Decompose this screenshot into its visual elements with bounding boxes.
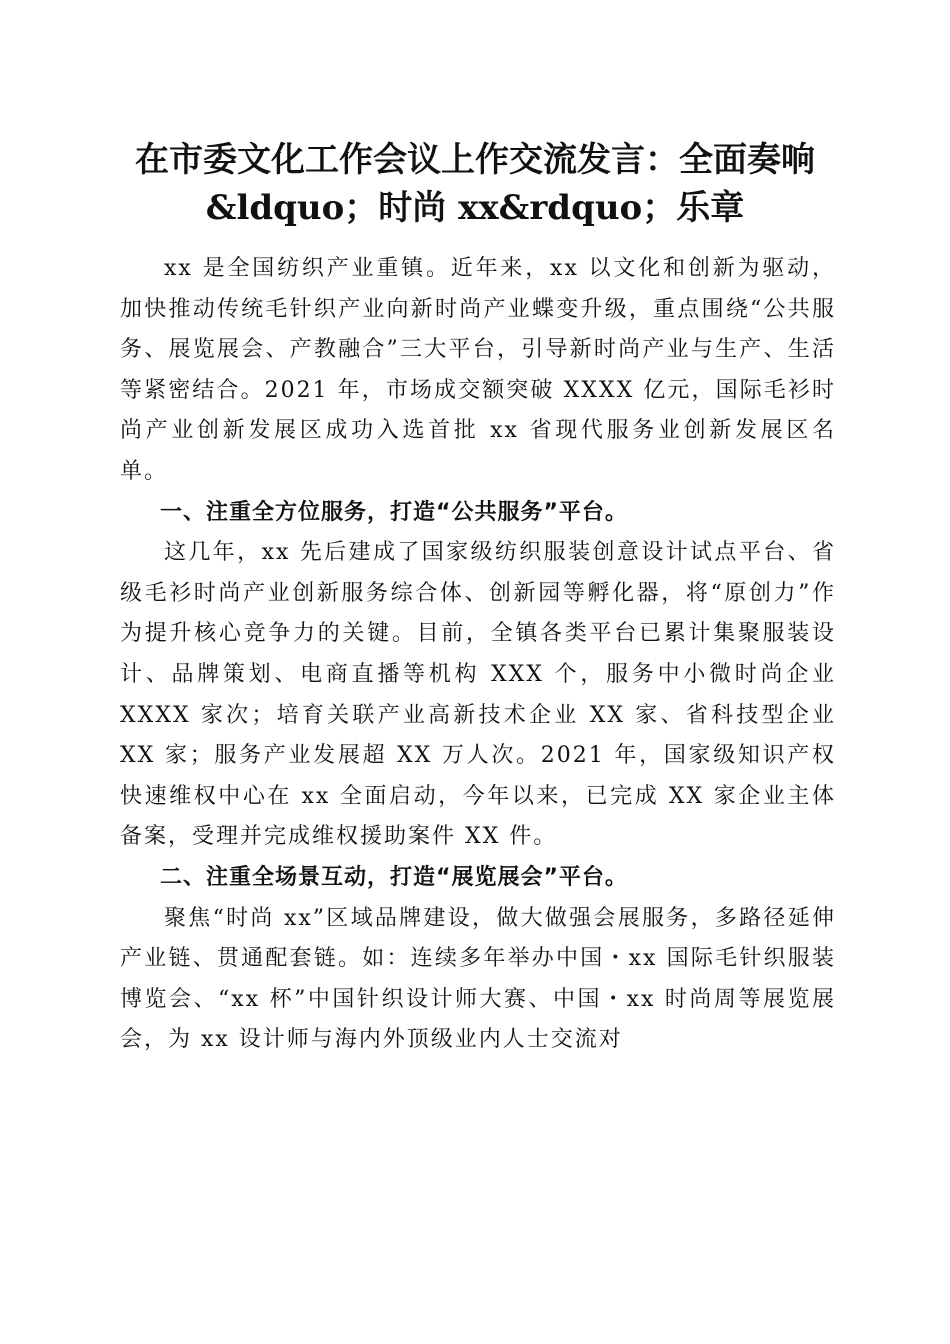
section-heading-1: 一、注重全方位服务，打造“公共服务”平台。 — [160, 499, 628, 525]
paragraph-section-1: 这几年，xx 先后建成了国家级纺织服装创意设计试点平台、省级毛衫时尚产业创新服务综合体、创新园等孵化器，将“原创力”作为提升核心竞争力的关键。目前，全镇各类平台已累计集聚服装设计、品牌策划、电商直播等机构 XXX 个，服务中小微时尚企业 XXXX 家次；培育关联产业高新技术企业 XX 家、省科技型企业 XX 家；服务产业发展超 XX 万人次。2021 年，国家级知识产权快速维权中心在 xx 全面启动，今年以来，已完成 XX 家企业主体备案，受理并完成维权援助案件 XX 件。 — [120, 540, 836, 850]
paragraph-section-2: 聚焦“时尚 xx”区域品牌建设，做大做强会展服务，多路径延伸产业链、贯通配套链。如：连续多年举办中国・xx 国际毛针织服装博览会、“xx 杯”中国针织设计师大赛、中国・xx 时尚周等展览展会，为 xx 设计师与海内外顶级业内人士交流对 — [120, 905, 836, 1053]
document-title-line-1: 在市委文化工作会议上作交流发言：全面奏响 — [135, 140, 815, 180]
document-title-line-2: &ldquo；时尚 xx&rdquo；乐章 — [205, 188, 745, 228]
paragraph-intro: xx 是全国纺织产业重镇。近年来，xx 以文化和创新为驱动，加快推动传统毛针织产业向新时尚产业蝶变升级，重点围绕“公共服务、展览展会、产教融合”三大平台，引导新时尚产业与生产、生活等紧密结合。2021 年，市场成交额突破 XXXX 亿元，国际毛衫时尚产业创新发展区成功入选首批 xx 省现代服务业创新发展区名单。 — [120, 256, 836, 484]
section-heading-2: 二、注重全场景互动，打造“展览展会”平台。 — [160, 864, 628, 890]
document-body — [120, 249, 836, 1061]
